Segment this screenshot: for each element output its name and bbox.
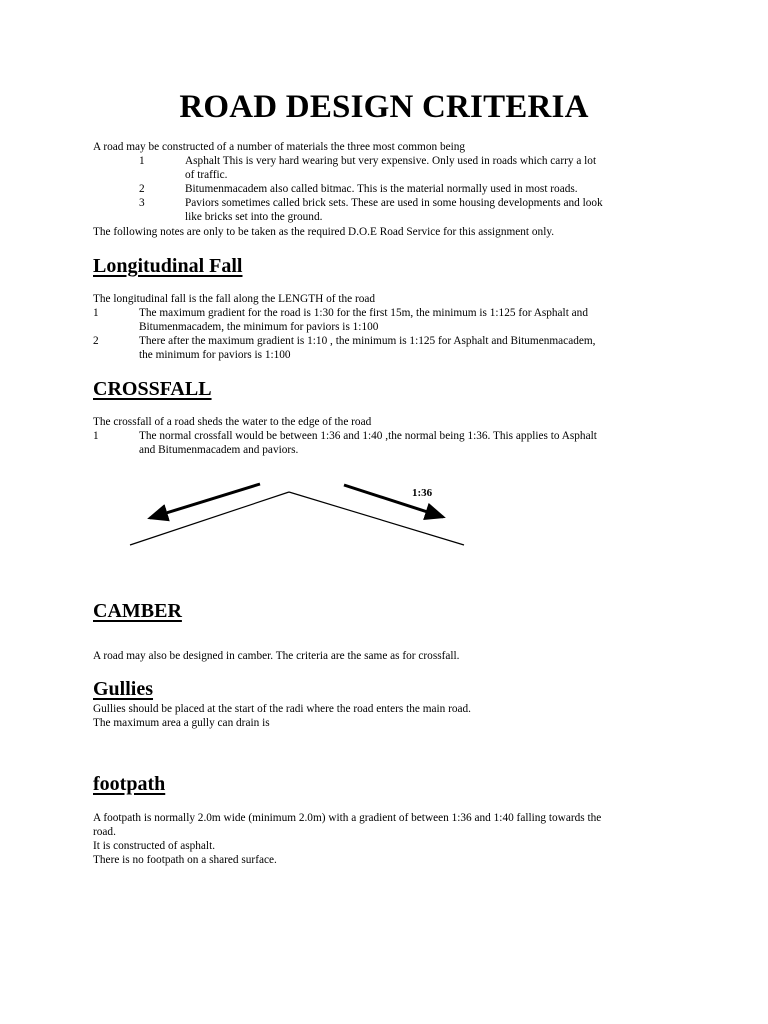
crossfall-ratio-label: 1:36 — [412, 487, 433, 499]
footpath-heading: footpath — [93, 773, 166, 795]
intro-text: A road may be constructed of a number of materials the three most common being — [93, 141, 466, 153]
page-title: ROAD DESIGN CRITERIA — [179, 89, 589, 125]
footpath-text: road. — [93, 826, 116, 838]
intro-item-text: Bitumenmacadem also called bitmac. This is the material normally used in most roads. — [185, 183, 578, 195]
intro-item-text: like bricks set into the ground. — [185, 211, 323, 223]
footpath-text: It is constructed of asphalt. — [93, 840, 216, 852]
longitudinal-item-text: The maximum gradient for the road is 1:30 for the first 15m, the minimum is 1:125 for Asphalt and — [139, 307, 588, 319]
longitudinal-fall-text: The longitudinal fall is the fall along the LENGTH of the road — [93, 293, 376, 305]
road-right-slope-line — [289, 492, 464, 545]
camber-heading: CAMBER — [93, 600, 182, 622]
crossfall-item-number: 1 — [93, 430, 99, 442]
intro-item-text: Asphalt This is very hard wearing but very expensive. Only used in roads which carry a lot — [185, 155, 597, 167]
left-fall-arrow — [150, 484, 260, 518]
footpath-text: There is no footpath on a shared surface. — [93, 854, 277, 866]
longitudinal-item-text: the minimum for paviors is 1:100 — [139, 349, 291, 361]
crossfall-diagram — [120, 475, 480, 555]
intro-item-number: 2 — [139, 183, 145, 195]
crossfall-item-text: The normal crossfall would be between 1:36 and 1:40 ,the normal being 1:36. This applies to Asphalt — [139, 430, 597, 442]
gullies-text: Gullies should be placed at the start of the radi where the road enters the main road. — [93, 703, 471, 715]
footpath-text: A footpath is normally 2.0m wide (minimum 2.0m) with a gradient of between 1:36 and 1:40 falling towards the — [93, 812, 602, 824]
intro-item-text: Paviors sometimes called brick sets. These are used in some housing developments and look — [185, 197, 603, 209]
crossfall-item-text: and Bitumenmacadem and paviors. — [139, 444, 299, 456]
intro-item-number: 3 — [139, 197, 145, 209]
longitudinal-item-text: There after the maximum gradient is 1:10 , the minimum is 1:125 for Asphalt and Bitumenmacadem, — [139, 335, 596, 347]
gullies-text: The maximum area a gully can drain is — [93, 717, 270, 729]
camber-text: A road may also be designed in camber. The criteria are the same as for crossfall. — [93, 650, 460, 662]
crossfall-text: The crossfall of a road sheds the water to the edge of the road — [93, 416, 372, 428]
longitudinal-item-number: 2 — [93, 335, 99, 347]
longitudinal-fall-heading: Longitudinal Fall — [93, 255, 243, 277]
gullies-heading: Gullies — [93, 678, 154, 700]
intro-note: The following notes are only to be taken as the required D.O.E Road Service for this assignment only. — [93, 226, 555, 238]
intro-item-text: of traffic. — [185, 169, 228, 181]
longitudinal-item-number: 1 — [93, 307, 99, 319]
crossfall-heading: CROSSFALL — [93, 378, 212, 400]
longitudinal-item-text: Bitumenmacadem, the minimum for paviors is 1:100 — [139, 321, 379, 333]
intro-item-number: 1 — [139, 155, 145, 167]
